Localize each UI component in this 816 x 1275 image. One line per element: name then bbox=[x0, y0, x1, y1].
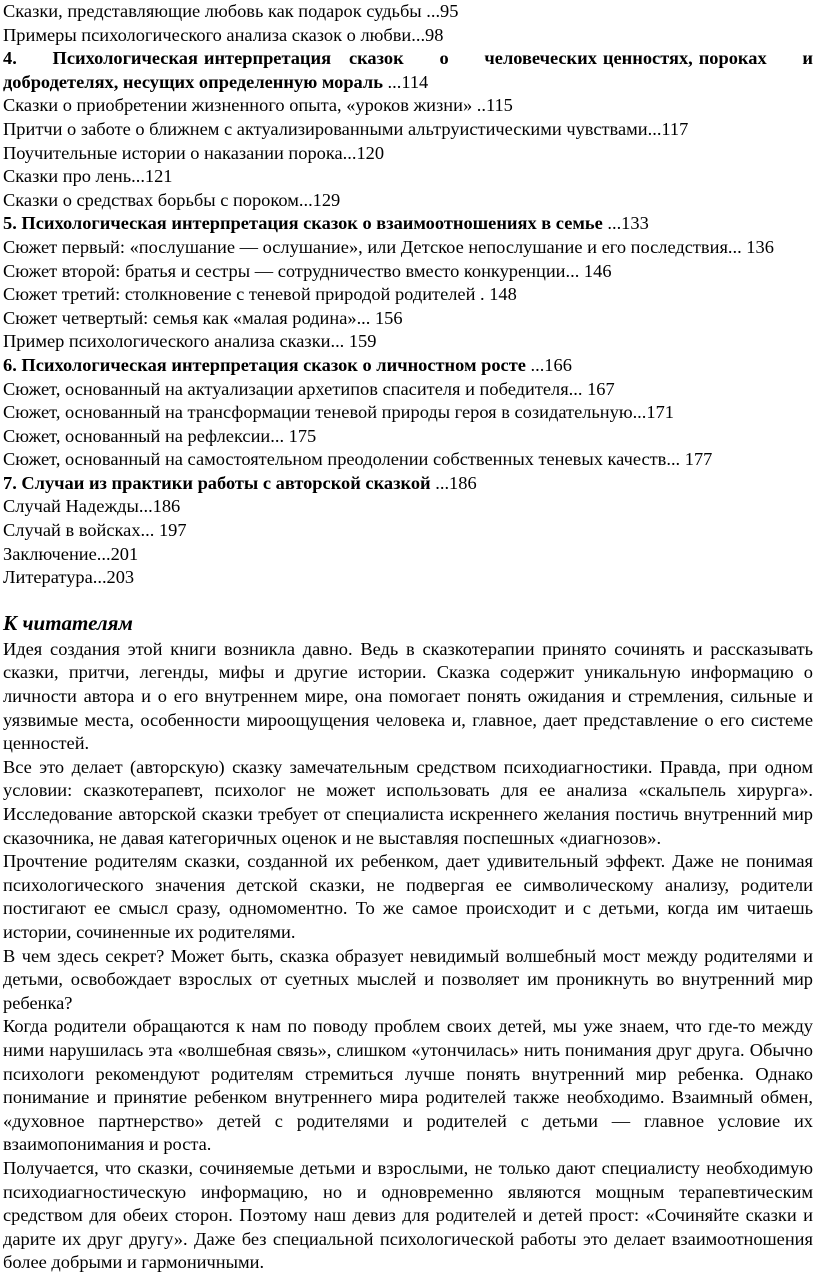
toc-entry bbox=[3, 495, 813, 519]
toc-entry-page: ...203 bbox=[92, 567, 135, 588]
toc-entry-label: Сказки о приобретении жизненного опыта, «уроков жизни» bbox=[3, 95, 473, 116]
toc-entry-label: 5. Психологическая интерпретация сказок о взаимоотношениях в семье bbox=[3, 213, 603, 234]
toc-entry-label: Сюжет четвертый: семья как «малая родина» bbox=[3, 307, 357, 328]
toc-entry-label: 6. Психологическая интерпретация сказок о личностном росте bbox=[3, 354, 526, 375]
toc-entry-label: Случай в войсках bbox=[3, 520, 141, 541]
toc-entry-label: Сказки про лень bbox=[3, 166, 132, 187]
toc-entry bbox=[3, 425, 813, 449]
toc-entry-label: Поучительные истории о наказании порока bbox=[3, 142, 343, 163]
toc-entry-page: ... 175 bbox=[270, 425, 317, 446]
toc-entry bbox=[3, 283, 813, 307]
toc-entry-label: Заключение bbox=[3, 543, 97, 564]
paragraph: Получается, что сказки, сочиняемые детьми и взрослыми, не только дают специалисту необходимую психодиагностическую информацию, но и одновременно являются мощным терапевтическим средством для обеих сторон. Поэтому наш девиз для родителей и детей прост: «Сочиняйте сказки и дарите их друг другу». Даже без специальной психологической работы это делает взаимоотношения более добрыми и гармоничными. bbox=[3, 1157, 813, 1273]
toc-entry-label: Сюжет, основанный на трансформации теневой природы героя в созидательную bbox=[3, 402, 633, 423]
toc-entry-page: ...186 bbox=[138, 496, 181, 517]
paragraph: В чем здесь секрет? Может быть, сказка образует невидимый волшебный мост между родителями и детьми, освобождает взрослых от суетных мыслей и позволяет им проникнуть во внутренний мир ребенка? bbox=[3, 945, 813, 1013]
toc-entry-page: ...98 bbox=[411, 24, 444, 45]
toc-entry-page: ...133 bbox=[602, 213, 649, 234]
section-title: К читателям bbox=[3, 610, 133, 635]
toc-entry-page: ...171 bbox=[632, 402, 674, 423]
toc-entry bbox=[3, 260, 813, 284]
toc-entry bbox=[3, 330, 813, 354]
toc-entry bbox=[3, 0, 813, 24]
toc-entry bbox=[3, 566, 813, 590]
toc-entry bbox=[3, 472, 813, 496]
toc-entry-label: 7. Случаи из практики работы с авторской сказкой bbox=[3, 472, 431, 493]
toc-entry-page: ...95 bbox=[421, 1, 459, 21]
toc-entry-label: Сюжет первый: «послушание — ослушание», или Детское непослушание и его последствия bbox=[3, 236, 728, 257]
toc-entry bbox=[3, 189, 813, 213]
paragraph: Все это делает (авторскую) сказку замечательным средством психодиагностики. Правда, при одном условии: сказкотерапевт, психолог не может использовать для ее анализа «скальпель хирурга». Исследование авторской сказки требует от специалиста искреннего желания постичь внутренний мир сказочника, не давая категоричных оценок и не выставляя поспешных «диагнозов». bbox=[3, 756, 813, 848]
toc-entry bbox=[3, 378, 813, 402]
toc-entry-label: Сказки о средствах борьбы с пороком bbox=[3, 189, 299, 210]
toc-entry-label: Сюжет, основанный на самостоятельном преодолении собственных теневых качеств bbox=[3, 449, 667, 470]
toc-entry-page: ... 167 bbox=[568, 378, 615, 399]
toc-entry bbox=[3, 401, 813, 425]
toc-entry-page: ... 177 bbox=[666, 449, 713, 470]
toc-entry-label: Литература bbox=[3, 567, 93, 588]
toc-entry-page: ...117 bbox=[647, 118, 689, 139]
paragraph: Прочтение родителям сказки, созданной их ребенком, дает удивительный эффект. Даже не понимая психологического значения детской сказки, не подвергая ее символическому анализу, родители постигают ее смысл сразу, одномоментно. То же самое происходит и с детьми, когда им читаешь истории, сочиненные их родителями. bbox=[3, 851, 813, 942]
toc-entry bbox=[3, 543, 813, 567]
toc-entry-page: ...121 bbox=[131, 166, 173, 187]
toc-entry-page: ... 146 bbox=[565, 260, 612, 281]
toc-entry-page: ... 197 bbox=[140, 520, 187, 541]
toc-entry bbox=[3, 165, 813, 189]
toc-entry-page: ...186 bbox=[430, 472, 477, 493]
toc-entry bbox=[3, 142, 813, 166]
toc-entry bbox=[3, 236, 813, 260]
toc-entry bbox=[3, 519, 813, 543]
toc-entry bbox=[3, 354, 813, 378]
toc-entry-label: Пример психологического анализа сказки bbox=[3, 331, 331, 352]
toc-entry bbox=[3, 47, 813, 94]
toc-entry bbox=[3, 448, 813, 472]
toc-entry bbox=[3, 307, 813, 331]
paragraph: Идея создания этой книги возникла давно. Ведь в сказкотерапии принято сочинять и рассказывать сказки, притчи, легенды, мифы и другие истории. Сказка содержит уникальную информацию о личности автора и о его внутреннем мире, она помогает понять ожидания и стремления, сильные и уязвимые места, особенности мироощущения человека и, главное, дает представление о его системе ценностей. bbox=[3, 638, 813, 754]
toc-entry-label: Сюжет третий: столкновение с теневой природой родителей bbox=[3, 284, 476, 305]
toc-entry-label: 4. Психологическая интерпретация сказок о человеческих ценностях, пороках и добродетелях, несущих определенную мораль bbox=[3, 48, 813, 92]
toc-entry-label: Сюжет второй: братья и сестры — сотрудничество вместо конкуренции bbox=[3, 260, 566, 281]
toc-entry-page: ... 156 bbox=[356, 307, 403, 328]
toc-entry bbox=[3, 24, 813, 48]
toc-entry-page: ...129 bbox=[298, 189, 341, 210]
table-of-contents bbox=[3, 0, 813, 590]
toc-entry-page: ... 136 bbox=[727, 236, 774, 257]
toc-entry-label: Притчи о заботе о ближнем с актуализированными альтруистическими чувствами bbox=[3, 118, 648, 139]
toc-entry-page: . 148 bbox=[475, 284, 517, 305]
toc-entry bbox=[3, 118, 813, 142]
toc-entry bbox=[3, 212, 813, 236]
body-text bbox=[3, 638, 813, 1275]
toc-entry-page: ..115 bbox=[472, 95, 513, 116]
toc-entry-page: ... 159 bbox=[330, 331, 377, 352]
toc-entry bbox=[3, 94, 813, 118]
toc-entry-page: ...166 bbox=[525, 354, 572, 375]
toc-entry-page: ...120 bbox=[342, 142, 385, 163]
toc-entry-label: Случай Надежды bbox=[3, 496, 139, 517]
paragraph: Когда родители обращаются к нам по поводу проблем своих детей, мы уже знаем, что где-то между ними нарушилась эта «волшебная связь», слишком «утончилась» нить понимания друг друга. Обычно психологи рекомендуют родителям стремиться лучше понять внутренний мир ребенка. Однако понимание и принятие ребенком внутреннего мира родителей также необходимо. Взаимный обмен, «духовное партнерство» детей с родителями и родителей с детьми — главное условие их взаимопонимания и роста. bbox=[3, 1016, 813, 1155]
toc-entry-label: Сюжет, основанный на рефлексии bbox=[3, 425, 271, 446]
toc-entry-label: Сюжет, основанный на актуализации архетипов спасителя и победителя bbox=[3, 378, 569, 399]
toc-entry-label: Примеры психологического анализа сказок о любви bbox=[3, 24, 412, 45]
toc-entry-label: Сказки, представляющие любовь как подарок судьбы bbox=[3, 1, 422, 21]
toc-entry-page: ...201 bbox=[96, 543, 139, 564]
toc-entry-page: ...114 bbox=[382, 71, 429, 92]
